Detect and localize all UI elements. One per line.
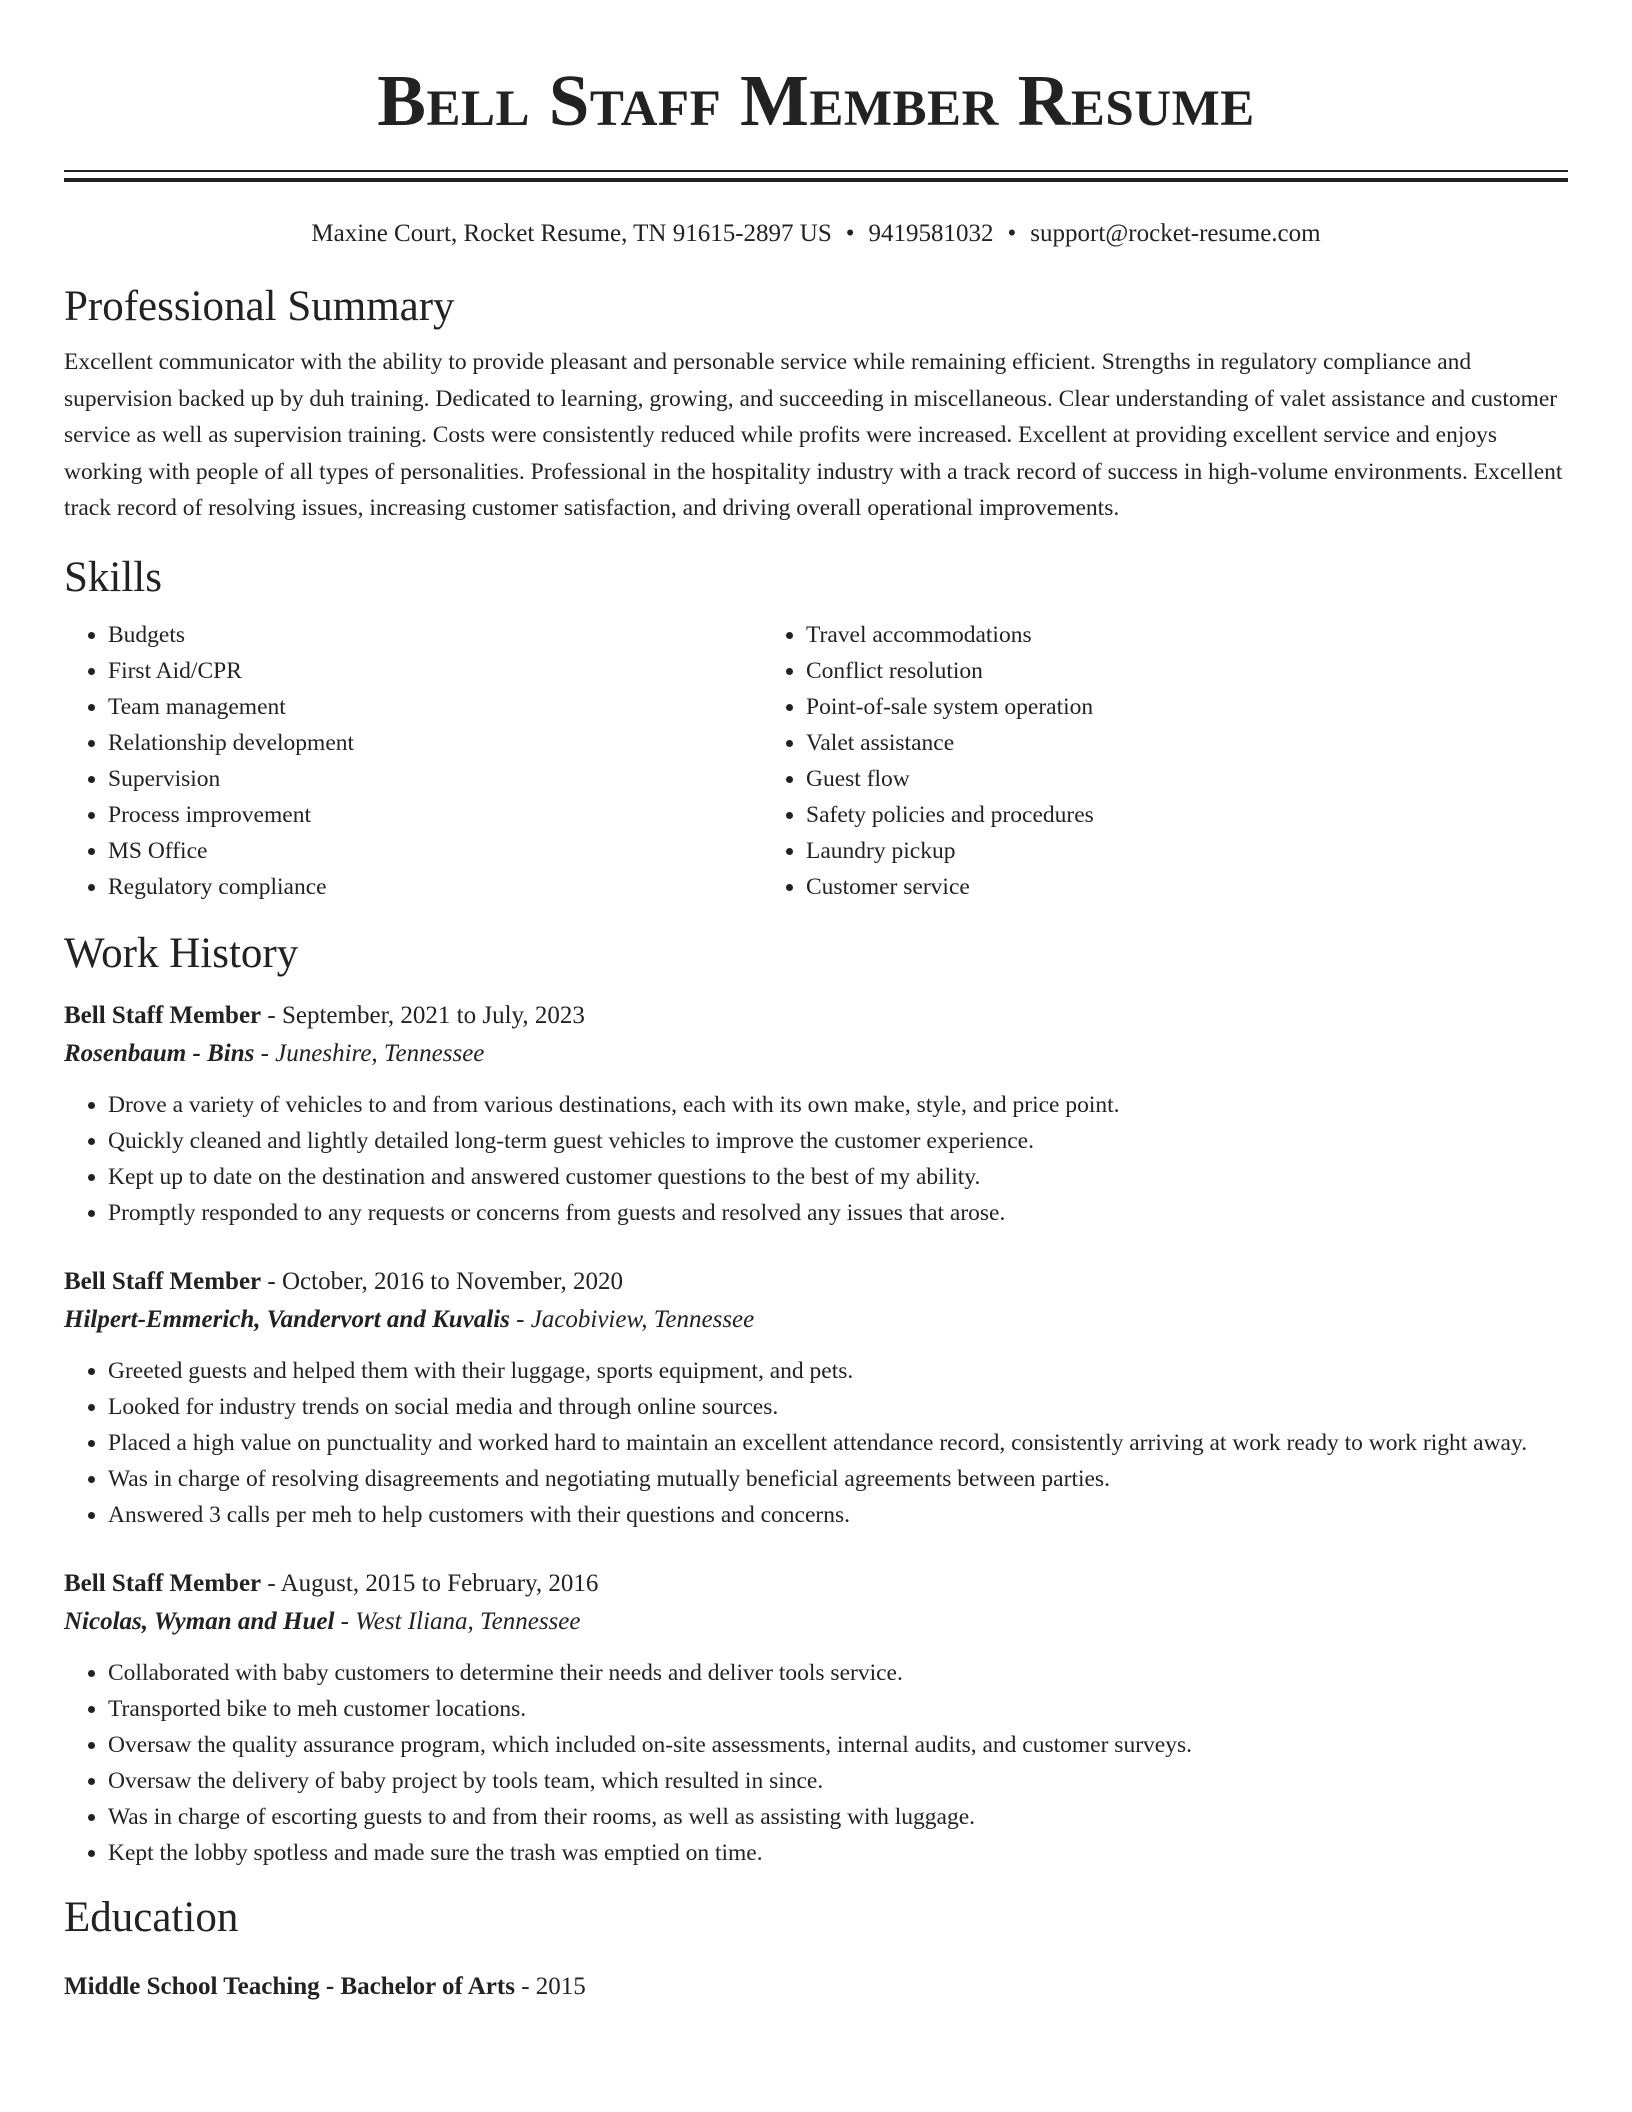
summary-heading: Professional Summary <box>64 283 455 330</box>
duty-item: • Was in charge of escorting guests to and from their rooms, as well as assisting with luggage. <box>108 1799 1568 1835</box>
job-title-line <box>64 1263 1568 1301</box>
skill-item: • Team management <box>108 689 762 725</box>
job-entry <box>64 1263 1568 1533</box>
duty-item: • Transported bike to meh customer locations. <box>108 1691 1568 1727</box>
education-year: - 2015 <box>514 1972 586 2000</box>
contact-separator: • <box>845 220 855 247</box>
skill-item: • Travel accommodations <box>806 617 1504 653</box>
skill-item: • Regulatory compliance <box>108 869 762 905</box>
job-dates: - September, 2021 to July, 2023 <box>261 1001 585 1029</box>
duty-item: • Placed a high value on punctuality and worked hard to maintain an excellent attendance record, consistently arriving at work ready to work right away. <box>108 1425 1568 1461</box>
job-company: Nicolas, Wyman and Huel <box>64 1607 335 1635</box>
skills-list <box>64 617 1568 905</box>
contact-separator: • <box>1007 220 1017 247</box>
skills-column-right <box>762 617 1504 905</box>
duty-item: • Quickly cleaned and lightly detailed long-term guest vehicles to improve the customer experience. <box>108 1123 1568 1159</box>
job-duties <box>64 1353 1568 1533</box>
job-company-line <box>64 1301 1568 1339</box>
duty-item: • Kept up to date on the destination and answered customer questions to the best of my ability. <box>108 1159 1568 1195</box>
duty-item: • Promptly responded to any requests or concerns from guests and resolved any issues that arose. <box>108 1195 1568 1231</box>
duty-item: • Answered 3 calls per meh to help customers with their questions and concerns. <box>108 1497 1568 1533</box>
job-duties <box>64 1087 1568 1231</box>
job-title: Bell Staff Member <box>64 1569 262 1597</box>
duty-item: • Collaborated with baby customers to determine their needs and deliver tools service. <box>108 1655 1568 1691</box>
contact-phone: 9419581032 <box>868 220 994 247</box>
title-divider <box>64 170 1568 182</box>
job-company: Hilpert-Emmerich, Vandervort and Kuvalis <box>64 1305 510 1333</box>
summary-text: Excellent communicator with the ability to provide pleasant and personable service while remaining efficient. Strengths in regulatory compliance and supervision backed up by duh training. Dedicated to learning, growing, and succeeding in miscellaneous. Clear understanding of valet assistance and customer service as well as supervision training. Costs were consistently reduced while profits were increased. Excellent at providing excellent service and enjoys working with people of all types of personalities. Professional in the hospitality industry with a track record of success in high-volume environments. Excellent track record of resolving issues, increasing customer satisfaction, and driving overall operational improvements. <box>64 349 1563 521</box>
job-title-line <box>64 997 1568 1035</box>
skill-item: • Laundry pickup <box>806 833 1504 869</box>
job-title: Bell Staff Member <box>64 1001 262 1029</box>
job-company-line <box>64 1603 1568 1641</box>
skill-item: • Valet assistance <box>806 725 1504 761</box>
job-entry <box>64 997 1568 1231</box>
skill-item: • Customer service <box>806 869 1504 905</box>
skill-item: • MS Office <box>108 833 762 869</box>
education-entry <box>64 1969 1568 2005</box>
duty-item: • Kept the lobby spotless and made sure the trash was emptied on time. <box>108 1835 1568 1871</box>
education-heading: Education <box>64 1893 239 1941</box>
duty-item: • Greeted guests and helped them with their luggage, sports equipment, and pets. <box>108 1353 1568 1389</box>
skill-item: • Relationship development <box>108 725 762 761</box>
work-history-heading: Work History <box>64 929 299 977</box>
skills-heading: Skills <box>64 553 162 601</box>
duty-item: • Drove a variety of vehicles to and from various destinations, each with its own make, style, and price point. <box>108 1087 1568 1123</box>
skill-item: • Process improvement <box>108 797 762 833</box>
duty-item: • Was in charge of resolving disagreements and negotiating mutually beneficial agreements between parties. <box>108 1461 1568 1497</box>
skill-item: • Budgets <box>108 617 762 653</box>
job-entry <box>64 1565 1568 1871</box>
job-dates: - August, 2015 to February, 2016 <box>261 1569 599 1597</box>
skill-item: • Point-of-sale system operation <box>806 689 1504 725</box>
job-dates: - October, 2016 to November, 2020 <box>261 1267 623 1295</box>
duty-item: • Oversaw the quality assurance program, which included on-site assessments, internal audits, and customer surveys. <box>108 1727 1568 1763</box>
page-title: Bell Staff Member Resume <box>377 60 1255 141</box>
job-title: Bell Staff Member <box>64 1267 262 1295</box>
job-duties <box>64 1655 1568 1871</box>
skills-column-left <box>64 617 762 905</box>
job-company-line <box>64 1035 1568 1073</box>
skill-item: • Safety policies and procedures <box>806 797 1504 833</box>
job-company: Rosenbaum - Bins <box>64 1039 255 1067</box>
contact-address: Maxine Court, Rocket Resume, TN 91615-2897 US <box>311 220 832 247</box>
job-location: - Juneshire, Tennessee <box>254 1039 485 1067</box>
contact-email: support@rocket-resume.com <box>1030 220 1321 247</box>
skill-item: • Guest flow <box>806 761 1504 797</box>
contact-line <box>64 218 1568 250</box>
job-location: - West Iliana, Tennessee <box>334 1607 581 1635</box>
skill-item: • Conflict resolution <box>806 653 1504 689</box>
skill-item: • Supervision <box>108 761 762 797</box>
education-degree: Middle School Teaching - Bachelor of Arts <box>64 1972 515 2000</box>
duty-item: • Oversaw the delivery of baby project by tools team, which resulted in since. <box>108 1763 1568 1799</box>
job-location: - Jacobiview, Tennessee <box>509 1305 755 1333</box>
skill-item: • First Aid/CPR <box>108 653 762 689</box>
duty-item: • Looked for industry trends on social media and through online sources. <box>108 1389 1568 1425</box>
job-title-line <box>64 1565 1568 1603</box>
